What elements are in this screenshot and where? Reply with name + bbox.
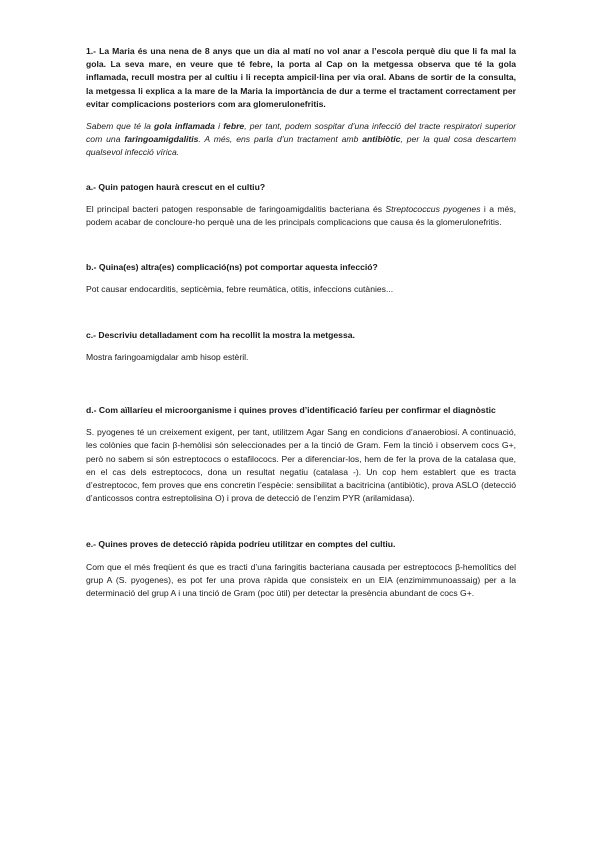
case-text: La Maria és una nena de 8 anys que un dia al matí no vol anar a l’escola perquè diu que li fa mal la gola. La seva mare, en veure que té febre, la porta al Cap on la metgessa observa que té la gola inflamada, recull mostra per al cultiu i li recepta ampicil·lina per via oral. Abans de sortir de la consulta, la metgessa li explica a la mare de la Maria la importància de dur a terme el tractament correctament per evitar complicacions posteriors com ara glomerulonefritis. [86, 46, 516, 109]
document-page [86, 45, 516, 600]
answer-b: Pot causar endocarditis, septicèmia, febre reumàtica, otitis, infeccions cutànies... [86, 284, 394, 295]
question-c: c.- Descriviu detalladament com ha recollit la mostra la metgessa. [86, 329, 355, 340]
analysis-text-3: , per tant, podem sospitar d’una infecció del tracte respiratori superior com una [86, 121, 516, 145]
analysis-bold-antibiotic: antibiòtic [362, 134, 401, 145]
answer-a-species: Streptococcus pyogenes [385, 203, 481, 214]
answer-a [86, 203, 516, 229]
question-b-block [86, 261, 516, 296]
question-e: e.- Quines proves de detecció ràpida podríeu utilitzar en comptes del cultiu. [86, 539, 396, 550]
question-d-block [86, 404, 516, 505]
analysis-bold-fever: febre [223, 121, 245, 132]
question-a-block [86, 181, 516, 230]
analysis-text-4: . A més, ens parla d’un tractament amb [198, 134, 363, 145]
case-statement [86, 45, 516, 111]
question-b: b.- Quina(es) altra(es) complicació(ns) pot comportar aquesta infecció? [86, 262, 378, 273]
question-e-block [86, 538, 516, 600]
analysis-text-2: i [214, 121, 224, 132]
analysis-text-1: Sabem que té la [86, 121, 155, 132]
answer-a-text-1: El principal bacteri patogen responsable de faringoamigdalitis bacteriana és [86, 203, 386, 214]
question-c-block [86, 329, 516, 364]
case-analysis [86, 120, 516, 160]
answer-c: Mostra faringoamigdalar amb hisop estèril. [86, 351, 249, 362]
answer-a-text-2: i a més, podem acabar de concloure-ho perquè una de les principals complicacions que causa és la glomerulonefritis. [86, 203, 516, 228]
analysis-bold-pharyngotonsillitis: faringoamigdalitis [124, 134, 199, 145]
question-a: a.- Quin patogen haurà crescut en el cultiu? [86, 181, 266, 192]
analysis-bold-throat: gola inflamada [154, 121, 215, 132]
answer-d: S. pyogenes té un creixement exigent, per tant, utilitzem Agar Sang en condicions d’anaerobiosi. A continuació, les colònies que facin β-hemòlisi són seleccionades per a la tinció de Gram. Fem la tinció i observem cocs G+, però no sabem si són estreptococs o estafilococs. Per a diferenciar-los, hem de fer la prova de la catalasa que, en el cas dels estreptococs, dona un resultat negatiu (catalasa -). Un cop hem establert que es tracta d’estreptococ, fem proves que ens concretin l’espècie: sensibilitat a bacitricina (antibiòtic), prova ASLO (detecció d’anticossos contra estreptolisina O) i prova de detecció de l’enzim PYR (arilamidasa). [86, 427, 516, 504]
case-number: 1.- [86, 46, 97, 56]
answer-e: Com que el més freqüent és que es tracti d’una faringitis bacteriana causada per estreptococs β-hemolítics del grup A (S. pyogenes), es pot fer una prova ràpida que consisteix en un EIA (enzimimmunoassaig) per a la determinació del grup A i una tinció de Gram (poc útil) per detectar la presència abundant de cocs G+. [86, 561, 516, 599]
question-d: d.- Com aïllaríeu el microorganisme i quines proves d’identificació faríeu per confirmar el diagnòstic [86, 405, 496, 416]
analysis-text-5: , per la qual cosa descartem qualsevol infecció vírica. [86, 134, 516, 158]
